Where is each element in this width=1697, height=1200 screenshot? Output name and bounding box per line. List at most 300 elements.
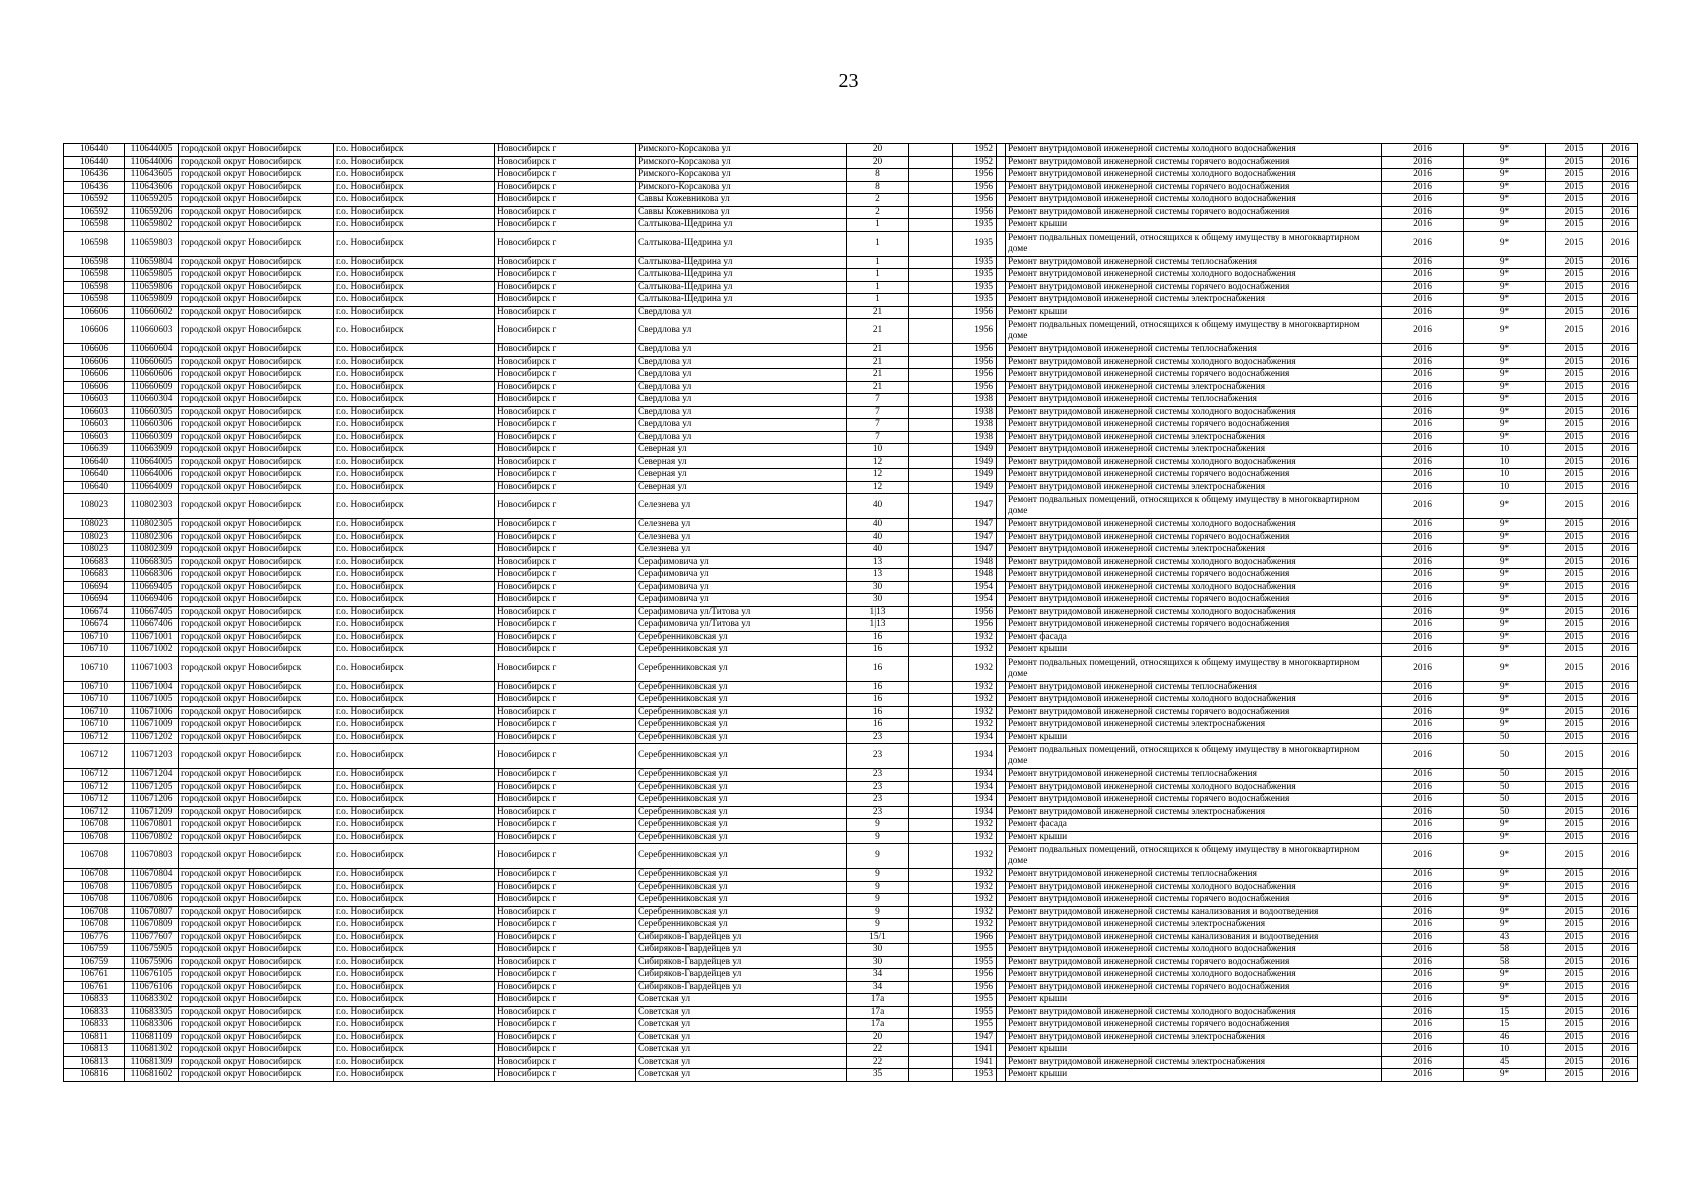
survey-year-cell: 2015 xyxy=(1546,656,1603,681)
table-row xyxy=(64,606,1638,619)
settlement-cell: г.о. Новосибирск xyxy=(334,319,495,344)
locality-cell: Новосибирск г xyxy=(495,994,636,1007)
construction-year-cell: 1932 xyxy=(953,819,997,832)
house-id-cell: 106606 xyxy=(64,344,125,357)
street-cell: Серебренниковская ул xyxy=(636,681,847,694)
survey-year-cell: 2015 xyxy=(1546,769,1603,782)
spacer-cell xyxy=(997,431,1006,444)
locality-cell: Новосибирск г xyxy=(495,531,636,544)
street-cell: Сибиряков-Гвардейцев ул xyxy=(636,956,847,969)
completion-year-cell: 2016 xyxy=(1603,531,1638,544)
locality-cell: Новосибирск г xyxy=(495,1056,636,1069)
house-number-cell: 9 xyxy=(847,819,909,832)
building-cell xyxy=(909,919,953,932)
survey-year-cell: 2015 xyxy=(1546,181,1603,194)
construction-year-cell: 1956 xyxy=(953,194,997,207)
building-cell xyxy=(909,381,953,394)
construction-year-cell: 1941 xyxy=(953,1044,997,1057)
work-type-cell: Ремонт внутридомовой инженерной системы канализования и водоотведения xyxy=(1006,906,1382,919)
locality-cell: Новосибирск г xyxy=(495,644,636,657)
spacer-cell xyxy=(997,806,1006,819)
locality-cell: Новосибирск г xyxy=(495,619,636,632)
street-cell: Салтыкова-Щедрина ул xyxy=(636,269,847,282)
work-id-cell: 110681109 xyxy=(125,1031,179,1044)
spacer-cell xyxy=(997,931,1006,944)
survey-year-cell: 2015 xyxy=(1546,919,1603,932)
locality-cell: Новосибирск г xyxy=(495,781,636,794)
work-type-cell: Ремонт подвальных помещений, относящихся к общему имуществу в многоквартирном доме xyxy=(1006,656,1382,681)
locality-cell: Новосибирск г xyxy=(495,456,636,469)
construction-year-cell: 1932 xyxy=(953,656,997,681)
table-row xyxy=(64,1056,1638,1069)
building-cell xyxy=(909,469,953,482)
planned-year-cell: 2016 xyxy=(1382,319,1464,344)
spacer-cell xyxy=(997,306,1006,319)
settlement-cell: г.о. Новосибирск xyxy=(334,819,495,832)
planned-year-cell: 2016 xyxy=(1382,456,1464,469)
house-number-cell: 9 xyxy=(847,906,909,919)
house-number-cell: 16 xyxy=(847,644,909,657)
completion-year-cell: 2016 xyxy=(1603,981,1638,994)
construction-year-cell: 1947 xyxy=(953,544,997,557)
building-cell xyxy=(909,819,953,832)
spacer-cell xyxy=(997,919,1006,932)
work-type-cell: Ремонт крыши xyxy=(1006,306,1382,319)
construction-year-cell: 1956 xyxy=(953,306,997,319)
survey-year-cell: 2015 xyxy=(1546,1031,1603,1044)
wear-percent-cell: 9* xyxy=(1464,1069,1546,1082)
settlement-cell: г.о. Новосибирск xyxy=(334,256,495,269)
house-id-cell: 106598 xyxy=(64,269,125,282)
work-type-cell: Ремонт внутридомовой инженерной системы горячего водоснабжения xyxy=(1006,206,1382,219)
construction-year-cell: 1947 xyxy=(953,519,997,532)
work-type-cell: Ремонт внутридомовой инженерной системы холодного водоснабжения xyxy=(1006,606,1382,619)
locality-cell: Новосибирск г xyxy=(495,419,636,432)
construction-year-cell: 1949 xyxy=(953,481,997,494)
construction-year-cell: 1956 xyxy=(953,181,997,194)
house-id-cell: 106606 xyxy=(64,369,125,382)
building-cell xyxy=(909,981,953,994)
construction-year-cell: 1947 xyxy=(953,531,997,544)
completion-year-cell: 2016 xyxy=(1603,394,1638,407)
street-cell: Свердлова ул xyxy=(636,344,847,357)
municipal-district-cell: городской округ Новосибирск xyxy=(179,444,334,457)
settlement-cell: г.о. Новосибирск xyxy=(334,969,495,982)
spacer-cell xyxy=(997,556,1006,569)
wear-percent-cell: 9* xyxy=(1464,344,1546,357)
street-cell: Северная ул xyxy=(636,481,847,494)
spacer-cell xyxy=(997,619,1006,632)
street-cell: Римского-Корсакова ул xyxy=(636,169,847,182)
street-cell: Серебренниковская ул xyxy=(636,906,847,919)
wear-percent-cell: 9* xyxy=(1464,894,1546,907)
survey-year-cell: 2015 xyxy=(1546,231,1603,256)
planned-year-cell: 2016 xyxy=(1382,706,1464,719)
survey-year-cell: 2015 xyxy=(1546,994,1603,1007)
table-row xyxy=(64,256,1638,269)
spacer-cell xyxy=(997,631,1006,644)
planned-year-cell: 2016 xyxy=(1382,1056,1464,1069)
construction-year-cell: 1934 xyxy=(953,731,997,744)
wear-percent-cell: 10 xyxy=(1464,444,1546,457)
locality-cell: Новосибирск г xyxy=(495,294,636,307)
settlement-cell: г.о. Новосибирск xyxy=(334,419,495,432)
locality-cell: Новосибирск г xyxy=(495,156,636,169)
table-row xyxy=(64,381,1638,394)
spacer-cell xyxy=(997,944,1006,957)
work-id-cell: 110660602 xyxy=(125,306,179,319)
wear-percent-cell: 9* xyxy=(1464,519,1546,532)
street-cell: Серебренниковская ул xyxy=(636,794,847,807)
building-cell xyxy=(909,906,953,919)
municipal-district-cell: городской округ Новосибирск xyxy=(179,231,334,256)
completion-year-cell: 2016 xyxy=(1603,844,1638,869)
survey-year-cell: 2015 xyxy=(1546,781,1603,794)
wear-percent-cell: 10 xyxy=(1464,469,1546,482)
municipal-district-cell: городской округ Новосибирск xyxy=(179,294,334,307)
construction-year-cell: 1932 xyxy=(953,694,997,707)
house-id-cell: 106833 xyxy=(64,1006,125,1019)
settlement-cell: г.о. Новосибирск xyxy=(334,469,495,482)
table-row xyxy=(64,519,1638,532)
completion-year-cell: 2016 xyxy=(1603,644,1638,657)
settlement-cell: г.о. Новосибирск xyxy=(334,181,495,194)
house-number-cell: 23 xyxy=(847,731,909,744)
settlement-cell: г.о. Новосибирск xyxy=(334,606,495,619)
street-cell: Свердлова ул xyxy=(636,356,847,369)
planned-year-cell: 2016 xyxy=(1382,394,1464,407)
wear-percent-cell: 15 xyxy=(1464,1006,1546,1019)
municipal-district-cell: городской округ Новосибирск xyxy=(179,706,334,719)
construction-year-cell: 1941 xyxy=(953,1056,997,1069)
work-type-cell: Ремонт внутридомовой инженерной системы холодного водоснабжения xyxy=(1006,406,1382,419)
spacer-cell xyxy=(997,194,1006,207)
spacer-cell xyxy=(997,144,1006,157)
house-number-cell: 40 xyxy=(847,519,909,532)
survey-year-cell: 2015 xyxy=(1546,969,1603,982)
survey-year-cell: 2015 xyxy=(1546,556,1603,569)
settlement-cell: г.о. Новосибирск xyxy=(334,344,495,357)
locality-cell: Новосибирск г xyxy=(495,894,636,907)
completion-year-cell: 2016 xyxy=(1603,606,1638,619)
survey-year-cell: 2015 xyxy=(1546,444,1603,457)
house-id-cell: 106710 xyxy=(64,644,125,657)
wear-percent-cell: 9* xyxy=(1464,544,1546,557)
house-number-cell: 7 xyxy=(847,394,909,407)
house-id-cell: 106712 xyxy=(64,769,125,782)
building-cell xyxy=(909,1019,953,1032)
municipal-district-cell: городской округ Новосибирск xyxy=(179,1006,334,1019)
building-cell xyxy=(909,481,953,494)
house-number-cell: 30 xyxy=(847,594,909,607)
house-number-cell: 20 xyxy=(847,144,909,157)
table-row xyxy=(64,231,1638,256)
locality-cell: Новосибирск г xyxy=(495,1044,636,1057)
building-cell xyxy=(909,256,953,269)
survey-year-cell: 2015 xyxy=(1546,319,1603,344)
house-number-cell: 16 xyxy=(847,681,909,694)
house-id-cell: 106694 xyxy=(64,581,125,594)
settlement-cell: г.о. Новосибирск xyxy=(334,681,495,694)
table-row xyxy=(64,431,1638,444)
completion-year-cell: 2016 xyxy=(1603,544,1638,557)
street-cell: Салтыкова-Щедрина ул xyxy=(636,231,847,256)
wear-percent-cell: 9* xyxy=(1464,981,1546,994)
planned-year-cell: 2016 xyxy=(1382,744,1464,769)
settlement-cell: г.о. Новосибирск xyxy=(334,631,495,644)
street-cell: Советская ул xyxy=(636,1019,847,1032)
planned-year-cell: 2016 xyxy=(1382,531,1464,544)
completion-year-cell: 2016 xyxy=(1603,256,1638,269)
survey-year-cell: 2015 xyxy=(1546,469,1603,482)
building-cell xyxy=(909,606,953,619)
locality-cell: Новосибирск г xyxy=(495,581,636,594)
locality-cell: Новосибирск г xyxy=(495,794,636,807)
spacer-cell xyxy=(997,731,1006,744)
construction-year-cell: 1938 xyxy=(953,419,997,432)
spacer-cell xyxy=(997,869,1006,882)
municipal-district-cell: городской округ Новосибирск xyxy=(179,794,334,807)
house-id-cell: 106640 xyxy=(64,456,125,469)
construction-year-cell: 1932 xyxy=(953,681,997,694)
planned-year-cell: 2016 xyxy=(1382,556,1464,569)
house-number-cell: 1 xyxy=(847,256,909,269)
locality-cell: Новосибирск г xyxy=(495,919,636,932)
street-cell: Свердлова ул xyxy=(636,431,847,444)
house-id-cell: 106708 xyxy=(64,819,125,832)
house-id-cell: 106833 xyxy=(64,1019,125,1032)
work-id-cell: 110681302 xyxy=(125,1044,179,1057)
street-cell: Серебренниковская ул xyxy=(636,744,847,769)
municipal-district-cell: городской округ Новосибирск xyxy=(179,556,334,569)
work-type-cell: Ремонт крыши xyxy=(1006,994,1382,1007)
work-type-cell: Ремонт внутридомовой инженерной системы горячего водоснабжения xyxy=(1006,1019,1382,1032)
municipal-district-cell: городской округ Новосибирск xyxy=(179,969,334,982)
wear-percent-cell: 9* xyxy=(1464,681,1546,694)
house-id-cell: 106683 xyxy=(64,556,125,569)
completion-year-cell: 2016 xyxy=(1603,1069,1638,1082)
planned-year-cell: 2016 xyxy=(1382,869,1464,882)
building-cell xyxy=(909,731,953,744)
survey-year-cell: 2015 xyxy=(1546,844,1603,869)
street-cell: Серебренниковская ул xyxy=(636,844,847,869)
construction-year-cell: 1934 xyxy=(953,781,997,794)
construction-year-cell: 1935 xyxy=(953,231,997,256)
work-type-cell: Ремонт внутридомовой инженерной системы электроснабжения xyxy=(1006,294,1382,307)
house-id-cell: 106603 xyxy=(64,394,125,407)
house-id-cell: 106606 xyxy=(64,319,125,344)
construction-year-cell: 1949 xyxy=(953,444,997,457)
building-cell xyxy=(909,894,953,907)
municipal-district-cell: городской округ Новосибирск xyxy=(179,956,334,969)
completion-year-cell: 2016 xyxy=(1603,731,1638,744)
survey-year-cell: 2015 xyxy=(1546,494,1603,519)
work-id-cell: 110668306 xyxy=(125,569,179,582)
survey-year-cell: 2015 xyxy=(1546,719,1603,732)
table-row xyxy=(64,869,1638,882)
completion-year-cell: 2016 xyxy=(1603,469,1638,482)
house-number-cell: 16 xyxy=(847,631,909,644)
building-cell xyxy=(909,844,953,869)
spacer-cell xyxy=(997,794,1006,807)
street-cell: Сибиряков-Гвардейцев ул xyxy=(636,944,847,957)
survey-year-cell: 2015 xyxy=(1546,281,1603,294)
work-id-cell: 110660306 xyxy=(125,419,179,432)
table-row xyxy=(64,394,1638,407)
planned-year-cell: 2016 xyxy=(1382,694,1464,707)
settlement-cell: г.о. Новосибирск xyxy=(334,594,495,607)
wear-percent-cell: 9* xyxy=(1464,556,1546,569)
work-id-cell: 110802303 xyxy=(125,494,179,519)
locality-cell: Новосибирск г xyxy=(495,256,636,269)
locality-cell: Новосибирск г xyxy=(495,1006,636,1019)
construction-year-cell: 1935 xyxy=(953,269,997,282)
work-type-cell: Ремонт крыши xyxy=(1006,1044,1382,1057)
municipal-district-cell: городской округ Новосибирск xyxy=(179,831,334,844)
construction-year-cell: 1938 xyxy=(953,394,997,407)
wear-percent-cell: 9* xyxy=(1464,919,1546,932)
work-type-cell: Ремонт крыши xyxy=(1006,831,1382,844)
planned-year-cell: 2016 xyxy=(1382,281,1464,294)
construction-year-cell: 1934 xyxy=(953,769,997,782)
house-number-cell: 10 xyxy=(847,444,909,457)
work-type-cell: Ремонт внутридомовой инженерной системы холодного водоснабжения xyxy=(1006,144,1382,157)
house-id-cell: 106606 xyxy=(64,381,125,394)
survey-year-cell: 2015 xyxy=(1546,831,1603,844)
construction-year-cell: 1956 xyxy=(953,319,997,344)
settlement-cell: г.о. Новосибирск xyxy=(334,944,495,957)
construction-year-cell: 1955 xyxy=(953,994,997,1007)
work-id-cell: 110670806 xyxy=(125,894,179,907)
building-cell xyxy=(909,769,953,782)
wear-percent-cell: 9* xyxy=(1464,356,1546,369)
settlement-cell: г.о. Новосибирск xyxy=(334,794,495,807)
work-type-cell: Ремонт внутридомовой инженерной системы горячего водоснабжения xyxy=(1006,469,1382,482)
table-row xyxy=(64,881,1638,894)
table-row xyxy=(64,156,1638,169)
locality-cell: Новосибирск г xyxy=(495,731,636,744)
house-number-cell: 13 xyxy=(847,569,909,582)
table-row xyxy=(64,294,1638,307)
house-id-cell: 106603 xyxy=(64,419,125,432)
wear-percent-cell: 9* xyxy=(1464,694,1546,707)
completion-year-cell: 2016 xyxy=(1603,581,1638,594)
municipal-district-cell: городской округ Новосибирск xyxy=(179,994,334,1007)
spacer-cell xyxy=(997,369,1006,382)
table-row xyxy=(64,1069,1638,1082)
settlement-cell: г.о. Новосибирск xyxy=(334,1006,495,1019)
house-id-cell: 106710 xyxy=(64,719,125,732)
table-row xyxy=(64,706,1638,719)
house-number-cell: 21 xyxy=(847,356,909,369)
building-cell xyxy=(909,994,953,1007)
planned-year-cell: 2016 xyxy=(1382,406,1464,419)
building-cell xyxy=(909,969,953,982)
house-number-cell: 8 xyxy=(847,181,909,194)
house-id-cell: 106436 xyxy=(64,181,125,194)
work-id-cell: 110670809 xyxy=(125,919,179,932)
house-number-cell: 17а xyxy=(847,1006,909,1019)
house-number-cell: 17а xyxy=(847,994,909,1007)
wear-percent-cell: 50 xyxy=(1464,806,1546,819)
completion-year-cell: 2016 xyxy=(1603,931,1638,944)
locality-cell: Новосибирск г xyxy=(495,169,636,182)
street-cell: Салтыкова-Щедрина ул xyxy=(636,256,847,269)
municipal-district-cell: городской округ Новосибирск xyxy=(179,881,334,894)
building-cell xyxy=(909,544,953,557)
work-id-cell: 110643605 xyxy=(125,169,179,182)
house-id-cell: 106708 xyxy=(64,869,125,882)
house-id-cell: 108023 xyxy=(64,494,125,519)
planned-year-cell: 2016 xyxy=(1382,306,1464,319)
table-row xyxy=(64,344,1638,357)
municipal-district-cell: городской округ Новосибирск xyxy=(179,269,334,282)
building-cell xyxy=(909,644,953,657)
work-type-cell: Ремонт внутридомовой инженерной системы горячего водоснабжения xyxy=(1006,369,1382,382)
settlement-cell: г.о. Новосибирск xyxy=(334,1044,495,1057)
planned-year-cell: 2016 xyxy=(1382,906,1464,919)
settlement-cell: г.о. Новосибирск xyxy=(334,1019,495,1032)
work-type-cell: Ремонт внутридомовой инженерной системы электроснабжения xyxy=(1006,481,1382,494)
municipal-district-cell: городской округ Новосибирск xyxy=(179,181,334,194)
spacer-cell xyxy=(997,894,1006,907)
planned-year-cell: 2016 xyxy=(1382,994,1464,1007)
house-number-cell: 22 xyxy=(847,1044,909,1057)
municipal-district-cell: городской округ Новосибирск xyxy=(179,606,334,619)
street-cell: Свердлова ул xyxy=(636,369,847,382)
planned-year-cell: 2016 xyxy=(1382,581,1464,594)
street-cell: Сибиряков-Гвардейцев ул xyxy=(636,931,847,944)
settlement-cell: г.о. Новосибирск xyxy=(334,706,495,719)
building-cell xyxy=(909,831,953,844)
house-number-cell: 40 xyxy=(847,544,909,557)
survey-year-cell: 2015 xyxy=(1546,206,1603,219)
spacer-cell xyxy=(997,494,1006,519)
settlement-cell: г.о. Новосибирск xyxy=(334,881,495,894)
wear-percent-cell: 50 xyxy=(1464,781,1546,794)
table-row xyxy=(64,731,1638,744)
construction-year-cell: 1934 xyxy=(953,794,997,807)
wear-percent-cell: 9* xyxy=(1464,619,1546,632)
work-type-cell: Ремонт внутридомовой инженерной системы холодного водоснабжения xyxy=(1006,556,1382,569)
house-id-cell: 106592 xyxy=(64,194,125,207)
building-cell xyxy=(909,294,953,307)
planned-year-cell: 2016 xyxy=(1382,781,1464,794)
building-cell xyxy=(909,931,953,944)
table-row xyxy=(64,319,1638,344)
survey-year-cell: 2015 xyxy=(1546,519,1603,532)
completion-year-cell: 2016 xyxy=(1603,406,1638,419)
survey-year-cell: 2015 xyxy=(1546,256,1603,269)
municipal-district-cell: городской округ Новосибирск xyxy=(179,219,334,232)
completion-year-cell: 2016 xyxy=(1603,769,1638,782)
planned-year-cell: 2016 xyxy=(1382,931,1464,944)
house-number-cell: 20 xyxy=(847,156,909,169)
street-cell: Саввы Кожевникова ул xyxy=(636,194,847,207)
work-type-cell: Ремонт внутридомовой инженерной системы горячего водоснабжения xyxy=(1006,594,1382,607)
completion-year-cell: 2016 xyxy=(1603,494,1638,519)
work-type-cell: Ремонт внутридомовой инженерной системы теплоснабжения xyxy=(1006,681,1382,694)
planned-year-cell: 2016 xyxy=(1382,256,1464,269)
locality-cell: Новосибирск г xyxy=(495,681,636,694)
construction-year-cell: 1948 xyxy=(953,569,997,582)
locality-cell: Новосибирск г xyxy=(495,381,636,394)
work-type-cell: Ремонт внутридомовой инженерной системы электроснабжения xyxy=(1006,919,1382,932)
construction-year-cell: 1955 xyxy=(953,1006,997,1019)
work-id-cell: 110644005 xyxy=(125,144,179,157)
house-id-cell: 106640 xyxy=(64,469,125,482)
street-cell: Селезнева ул xyxy=(636,494,847,519)
